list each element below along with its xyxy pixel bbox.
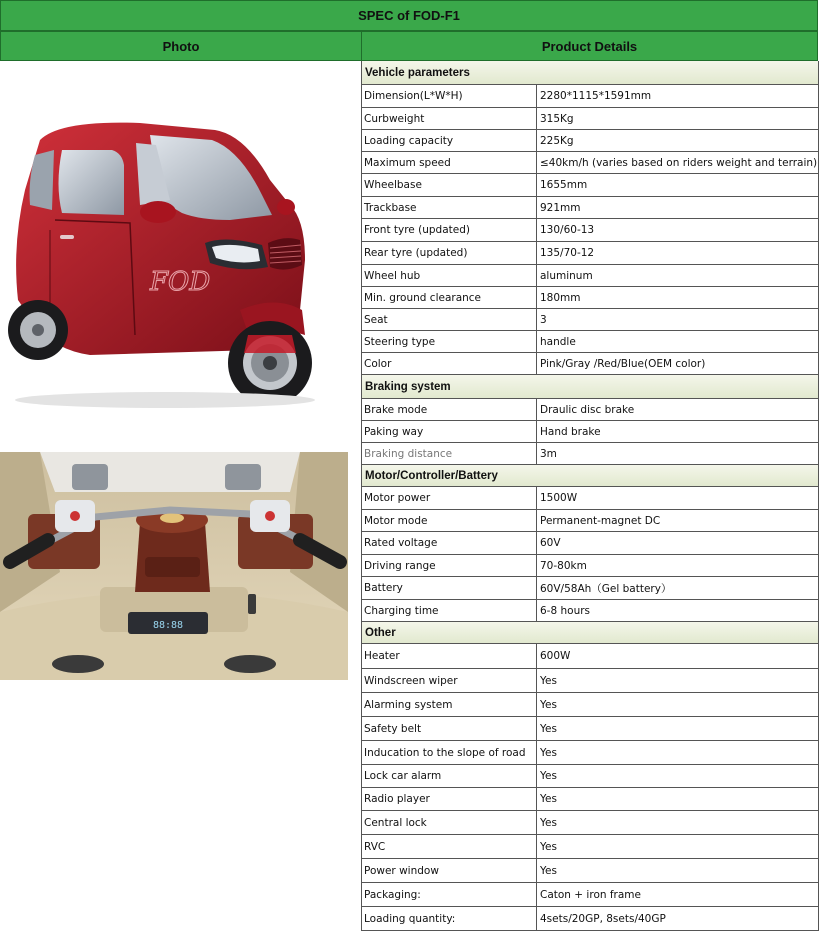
spec-label: Wheelbase <box>362 174 537 197</box>
spec-value: 3m <box>537 443 818 465</box>
spec-label: Motor power <box>362 487 537 510</box>
radio-display: 88:88 <box>152 620 184 631</box>
spec-value: 130/60-13 <box>537 219 818 242</box>
spec-value: 921mm <box>537 197 818 219</box>
spec-value: 1655mm <box>537 174 818 197</box>
spec-value: handle <box>537 331 818 353</box>
spec-value: Yes <box>537 811 818 835</box>
spec-value: Yes <box>537 717 818 741</box>
vehicle-photo <box>0 95 330 415</box>
spec-value: Yes <box>537 693 818 717</box>
spec-row <box>361 600 819 622</box>
spec-row <box>361 130 819 152</box>
spec-value: 225Kg <box>537 130 818 152</box>
vehicle-logo: FOD <box>150 267 211 297</box>
spec-row <box>361 353 819 375</box>
spec-row <box>361 331 819 353</box>
spec-value: Yes <box>537 859 818 883</box>
section-header: Motor/Controller/Battery <box>361 465 819 487</box>
spec-label: Packaging: <box>362 883 537 907</box>
spec-row <box>361 741 819 765</box>
spec-value: Hand brake <box>537 421 818 443</box>
spec-label: Trackbase <box>362 197 537 219</box>
spec-row <box>361 197 819 219</box>
spec-label: Heater <box>362 644 537 669</box>
spec-value: Yes <box>537 788 818 811</box>
spec-row <box>361 219 819 242</box>
spec-value: 6-8 hours <box>537 600 818 622</box>
spec-row <box>361 788 819 811</box>
spec-label: Braking distance <box>362 443 537 465</box>
spec-label: Color <box>362 353 537 375</box>
spec-value: 2280*1115*1591mm <box>537 85 818 108</box>
spec-value: 600W <box>537 644 818 669</box>
spec-label: Dimension(L*W*H) <box>362 85 537 108</box>
spec-value: 1500W <box>537 487 818 510</box>
spec-row <box>361 765 819 788</box>
details-column-header: Product Details <box>361 31 818 61</box>
section-header: Other <box>361 622 819 644</box>
spec-row <box>361 811 819 835</box>
spec-row <box>361 174 819 197</box>
spec-label: Motor mode <box>362 510 537 532</box>
spec-label: Inducation to the slope of road <box>362 741 537 765</box>
spec-value: 60V/58Ah（Gel battery） <box>537 577 818 600</box>
spec-value: 70-80km <box>537 555 818 577</box>
spec-value: Yes <box>537 741 818 765</box>
spec-row <box>361 287 819 309</box>
spec-value: aluminum <box>537 265 818 287</box>
spec-row <box>361 532 819 555</box>
spec-label: Rear tyre (updated) <box>362 242 537 265</box>
photo-column-header: Photo <box>0 31 362 61</box>
spec-label: Battery <box>362 577 537 600</box>
spec-label: Loading capacity <box>362 130 537 152</box>
spec-label: Rated voltage <box>362 532 537 555</box>
spec-value: ≤40km/h (varies based on riders weight and terrain) <box>537 152 818 174</box>
spec-row <box>361 265 819 287</box>
spec-row <box>361 510 819 532</box>
spec-row <box>361 577 819 600</box>
spec-value: 180mm <box>537 287 818 309</box>
spec-value: Yes <box>537 835 818 859</box>
spec-label: Curbweight <box>362 108 537 130</box>
spec-value: Permanent-magnet DC <box>537 510 818 532</box>
spec-label: Steering type <box>362 331 537 353</box>
spec-title: SPEC of FOD-F1 <box>0 0 818 31</box>
spec-row <box>361 883 819 907</box>
section-header: Braking system <box>361 375 819 399</box>
spec-label: Charging time <box>362 600 537 622</box>
spec-value: Yes <box>537 669 818 693</box>
spec-value: 3 <box>537 309 818 331</box>
spec-label: Loading quantity: <box>362 907 537 931</box>
spec-label: Paking way <box>362 421 537 443</box>
spec-row <box>361 152 819 174</box>
spec-label: Radio player <box>362 788 537 811</box>
spec-label: Lock car alarm <box>362 765 537 788</box>
spec-table <box>361 61 819 931</box>
spec-label: RVC <box>362 835 537 859</box>
spec-label: Safety belt <box>362 717 537 741</box>
spec-row <box>361 108 819 130</box>
spec-row <box>361 85 819 108</box>
spec-row <box>361 717 819 741</box>
spec-value: 135/70-12 <box>537 242 818 265</box>
spec-row <box>361 555 819 577</box>
spec-value: Pink/Gray /Red/Blue(OEM color) <box>537 353 818 375</box>
spec-label: Min. ground clearance <box>362 287 537 309</box>
spec-row <box>361 693 819 717</box>
spec-value: Draulic disc brake <box>537 399 818 421</box>
spec-value: Caton + iron frame <box>537 883 818 907</box>
spec-label: Seat <box>362 309 537 331</box>
spec-row <box>361 644 819 669</box>
spec-row <box>361 835 819 859</box>
spec-row <box>361 907 819 931</box>
spec-label: Power window <box>362 859 537 883</box>
spec-label: Brake mode <box>362 399 537 421</box>
spec-row <box>361 443 819 465</box>
spec-label: Driving range <box>362 555 537 577</box>
spec-row <box>361 399 819 421</box>
spec-row <box>361 309 819 331</box>
spec-row <box>361 859 819 883</box>
spec-label: Alarming system <box>362 693 537 717</box>
spec-label: Windscreen wiper <box>362 669 537 693</box>
spec-value: 315Kg <box>537 108 818 130</box>
section-header: Vehicle parameters <box>361 61 819 85</box>
dashboard-photo <box>0 452 348 680</box>
spec-row <box>361 242 819 265</box>
spec-row <box>361 421 819 443</box>
spec-value: 4sets/20GP, 8sets/40GP <box>537 907 818 931</box>
spec-row <box>361 669 819 693</box>
spec-row <box>361 487 819 510</box>
spec-value: Yes <box>537 765 818 788</box>
spec-label: Maximum speed <box>362 152 537 174</box>
spec-value: 60V <box>537 532 818 555</box>
spec-label: Front tyre (updated) <box>362 219 537 242</box>
spec-label: Wheel hub <box>362 265 537 287</box>
spec-label: Central lock <box>362 811 537 835</box>
